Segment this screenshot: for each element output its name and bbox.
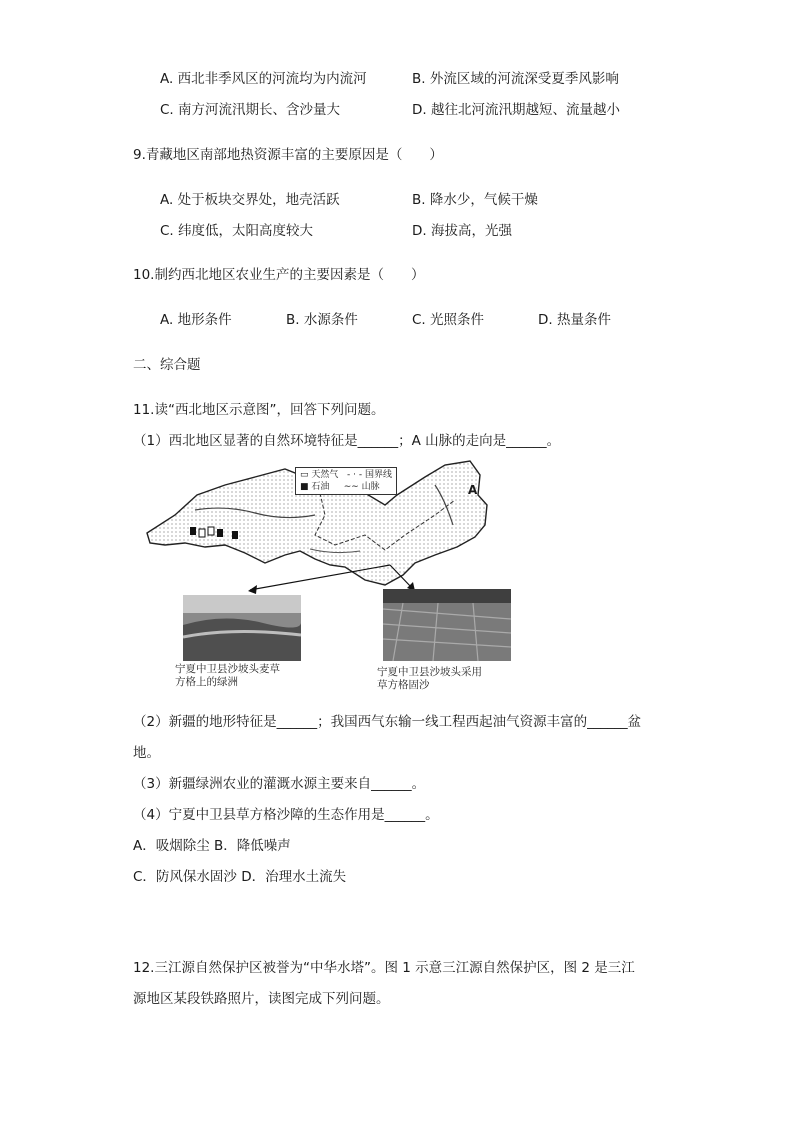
border-line-icon: - · - xyxy=(346,470,365,480)
caption-left-line2: 方格上的绿洲 xyxy=(175,676,238,688)
caption-left xyxy=(175,663,280,689)
oil-icon: ■ xyxy=(300,482,312,492)
q10-option-b: B. 水源条件 xyxy=(286,312,358,328)
oasis-photo xyxy=(183,595,301,661)
q11-part2-line2: 地。 xyxy=(133,745,160,761)
q9-option-a: A. 处于板块交界处，地壳活跃 xyxy=(160,192,340,208)
q9-option-c: C. 纬度低，太阳高度较大 xyxy=(160,223,314,239)
caption-right xyxy=(377,666,482,692)
gas-icon: ▭ xyxy=(300,470,312,480)
mountain-icon: ∼∼ xyxy=(343,482,362,492)
legend-gas: 天然气 xyxy=(311,470,339,480)
q11-part4: （4）宁夏中卫县草方格沙障的生态作用是______。 xyxy=(133,807,439,823)
legend-border: 国界线 xyxy=(364,470,392,480)
q10-option-c: C. 光照条件 xyxy=(412,312,485,328)
q8-option-c: C. 南方河流汛期长、含沙量大 xyxy=(160,102,341,118)
q9-option-d: D. 海拔高，光强 xyxy=(412,223,512,239)
grass-grid-photo xyxy=(383,589,511,661)
caption-right-line2: 草方格固沙 xyxy=(377,679,430,691)
q11-part1: （1）西北地区显著的自然环境特征是______；A 山脉的走向是______。 xyxy=(133,433,561,449)
section-heading: 二、综合题 xyxy=(133,357,201,373)
q10-stem: 10.制约西北地区农业生产的主要因素是（ ） xyxy=(133,267,425,283)
q8-option-d: D. 越往北河流汛期越短、流量越小 xyxy=(412,102,620,118)
q11-part2-line1: （2）新疆的地形特征是______；我国西气东输一线工程西起油气资源丰富的______盆 xyxy=(133,714,642,730)
legend-mountain: 山脉 xyxy=(361,482,380,492)
q9-option-b: B. 降水少，气候干燥 xyxy=(412,192,538,208)
map-legend xyxy=(295,467,397,495)
grass-grid-photo-image xyxy=(383,589,511,661)
q11-stem: 11.读“西北地区示意图”，回答下列问题。 xyxy=(133,402,385,418)
northwest-map-figure xyxy=(135,455,520,695)
mountain-label-a: A xyxy=(468,483,478,497)
q10-option-a: A. 地形条件 xyxy=(160,312,232,328)
q11-options-cd: C．防风保水固沙 D．治理水土流失 xyxy=(133,869,347,885)
legend-oil: 石油 xyxy=(311,482,330,492)
q11-options-ab: A．吸烟除尘 B．降低噪声 xyxy=(133,838,291,854)
q8-option-a: A. 西北非季风区的河流均为内流河 xyxy=(160,71,367,87)
q10-option-d: D. 热量条件 xyxy=(538,312,611,328)
caption-right-line1: 宁夏中卫县沙坡头采用 xyxy=(377,666,482,678)
q11-part3: （3）新疆绿洲农业的灌溉水源主要来自______。 xyxy=(133,776,426,792)
q9-stem: 9.青藏地区南部地热资源丰富的主要原因是（ ） xyxy=(133,147,443,163)
caption-left-line1: 宁夏中卫县沙坡头麦草 xyxy=(175,663,280,675)
oasis-photo-image xyxy=(183,595,301,661)
q12-stem-line1: 12.三江源自然保护区被誉为“中华水塔”。图 1 示意三江源自然保护区，图 2 是三江 xyxy=(133,960,635,976)
q8-option-b: B. 外流区域的河流深受夏季风影响 xyxy=(412,71,619,87)
q12-stem-line2: 源地区某段铁路照片，读图完成下列问题。 xyxy=(133,991,390,1007)
